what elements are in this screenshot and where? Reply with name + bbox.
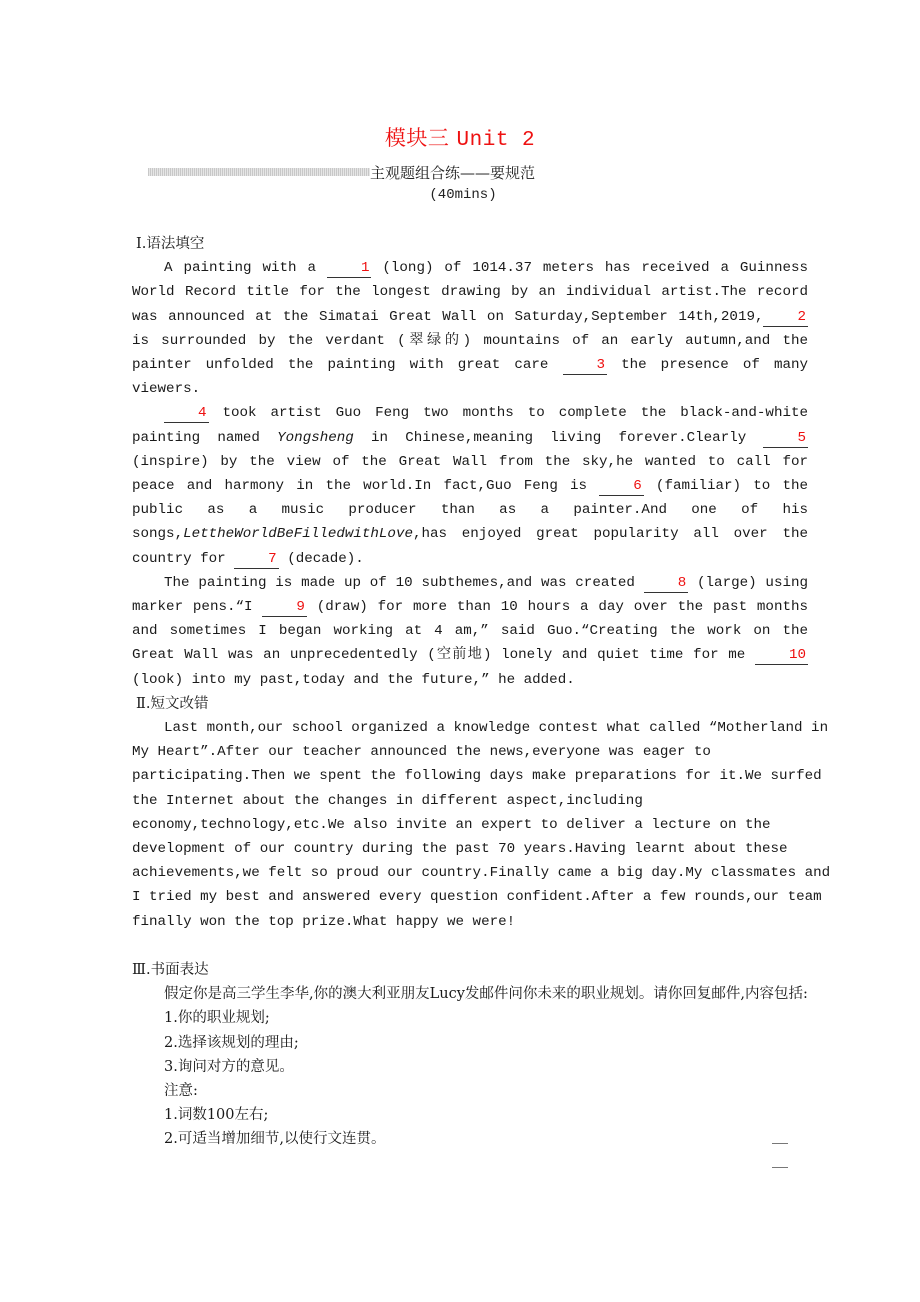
text-run: ,has enjoyed great popularity all over the country for (132, 526, 808, 567)
section-grammar-heading: Ⅰ.语法填空 (136, 236, 205, 252)
blank-4[interactable]: 4 (164, 405, 209, 423)
title-chinese: 模块三 (384, 126, 450, 150)
subtitle-row (148, 162, 535, 182)
requirement-item: 1.你的职业规划; (164, 1010, 270, 1027)
passage-line: economy,technology,etc.We also invite an expert to deliver a lecture on the (132, 816, 771, 833)
requirement-item: 3.询问对方的意见。 (164, 1058, 294, 1075)
passage-line: My Heart”.After our teacher announced the news,everyone was eager to (132, 744, 711, 761)
grammar-paragraph-3 (132, 571, 808, 692)
error-correction-passage (132, 716, 831, 934)
writing-requirements-list (164, 1006, 808, 1151)
answer-line-marker (772, 1143, 788, 1144)
blank-5[interactable]: 5 (763, 430, 808, 448)
text-run: in Chinese,meaning living forever.Clearly (353, 429, 764, 446)
passage-line: participating.Then we spent the following days make preparations for it.We surfed (132, 768, 822, 785)
text-run: the presence of many viewers. (132, 357, 809, 398)
requirement-item: 2.选择该规划的理由; (164, 1034, 299, 1051)
text-run: (draw) for more than 10 hours a day over the past months and sometimes I began working at 4 am,” said Guo.“Creating the work on the Great Wall was an unprecedentedly (空前地) lonely and quiet time for me (132, 599, 808, 664)
blank-7[interactable]: 7 (234, 551, 279, 569)
blank-3[interactable]: 3 (563, 357, 608, 375)
blank-9[interactable]: 9 (262, 599, 307, 617)
note-item: 2.可适当增加细节,以使行文连贯。 (164, 1131, 386, 1148)
blank-2[interactable]: 2 (763, 309, 808, 327)
passage-line: development of our country during the past 70 years.Having learnt about these (132, 841, 788, 858)
blank-6[interactable]: 6 (599, 478, 644, 496)
passage-line: the Internet about the changes in different aspect,including (132, 792, 643, 809)
grammar-paragraph-1 (132, 256, 808, 401)
answer-line-marker (772, 1167, 788, 1168)
blank-10[interactable]: 10 (755, 647, 808, 665)
note-item: 1.词数100左右; (164, 1107, 269, 1124)
notes-label: 注意: (164, 1082, 198, 1099)
spacer (132, 934, 808, 958)
text-run: is surrounded by the verdant (翠绿的) mountains of an early autumn,and the painter unfolded the painting with great care (132, 332, 808, 374)
text-run: took artist Guo Feng two months to complete the black-and-white painting named (132, 405, 808, 446)
page-title (0, 122, 920, 152)
subtitle: 主观题组合练——要规范 (370, 163, 536, 182)
passage-line: achievements,we felt so proud our country.Finally came a big day.My classmates and (132, 865, 831, 882)
text-run: (inspire) by the view of the Great Wall from the sky,he wanted to call for peace and harmony in the world.In fact,Guo Feng is (132, 453, 808, 495)
italic-title: Yongsheng (277, 429, 354, 446)
section-error-correction-heading: Ⅱ.短文改错 (136, 695, 209, 712)
title-unit: Unit 2 (456, 129, 536, 152)
blank-1[interactable]: 1 (327, 260, 372, 278)
text-run: (decade). (278, 550, 364, 567)
duration-label: (40mins) (429, 187, 497, 203)
passage-line: I tried my best and answered every question confident.After a few rounds,our team (132, 889, 822, 906)
writing-prompt: 假定你是高三学生李华,你的澳大利亚朋友Lucy发邮件问你未来的职业规划。请你回复邮件,内容包括: (164, 986, 808, 1003)
passage-line: finally won the top prize.What happy we were! (132, 913, 516, 930)
hatched-bar-decoration (148, 168, 370, 176)
grammar-paragraph-2 (132, 401, 808, 570)
blank-8[interactable]: 8 (644, 575, 689, 593)
section-writing-heading: Ⅲ.书面表达 (132, 961, 209, 978)
text-run: (large) using marker pens.“I (132, 574, 808, 616)
text-run: A painting with a (164, 260, 327, 277)
document-body (132, 232, 831, 1152)
passage-line: Last month,our school organized a knowledge contest what called “Motherland in (164, 720, 829, 737)
text-run: (long) of 1014.37 meters has received a Guinness World Record title for the longest drawing by an individual artist.The record was announced at the Simatai Great Wall on Saturday,September 14th,2019, (132, 260, 808, 325)
text-run: The painting is made up of 10 subthemes,and was created (164, 574, 644, 591)
text-run: (familiar) to the public as a music producer than as a painter.And one of his songs, (132, 478, 809, 543)
italic-song-title: LettheWorldBeFilledwithLove (183, 526, 413, 543)
text-run: (look) into my past,today and the future,” he added. (132, 671, 575, 688)
